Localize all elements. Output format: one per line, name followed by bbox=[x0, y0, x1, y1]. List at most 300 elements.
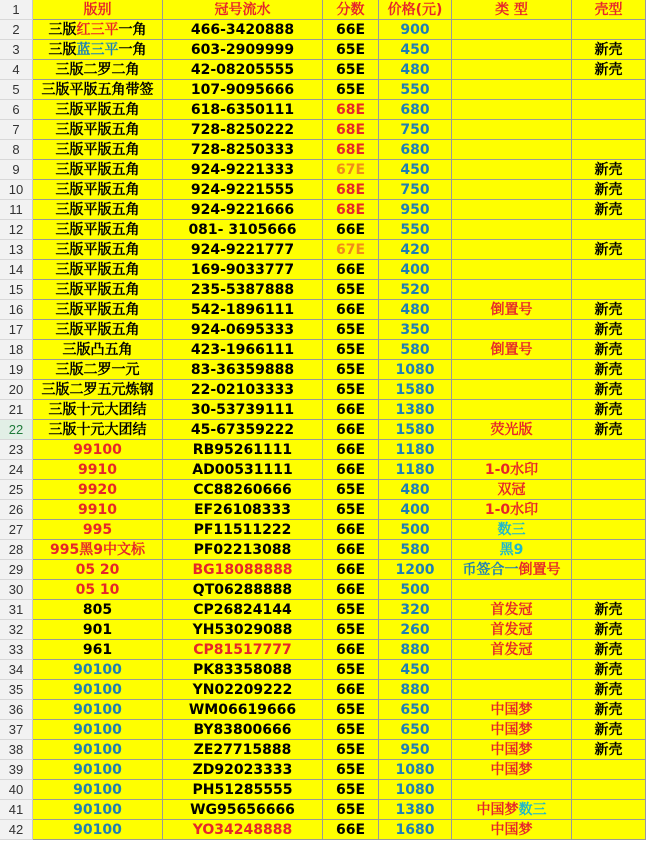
cell-type[interactable] bbox=[452, 600, 572, 620]
cell-grade[interactable]: 65E bbox=[323, 60, 379, 80]
cell-edition[interactable] bbox=[33, 340, 163, 360]
cell-shell[interactable]: 新壳 bbox=[572, 680, 646, 700]
cell-shell[interactable] bbox=[572, 520, 646, 540]
cell-edition[interactable] bbox=[33, 540, 163, 560]
cell-type[interactable] bbox=[452, 300, 572, 320]
cell-price[interactable]: 1580 bbox=[379, 420, 452, 440]
cell-shell[interactable]: 新壳 bbox=[572, 200, 646, 220]
cell-grade[interactable]: 65E bbox=[323, 380, 379, 400]
cell-type[interactable] bbox=[452, 120, 572, 140]
cell-serial[interactable]: 235-5387888 bbox=[163, 280, 323, 300]
cell-grade[interactable]: 65E bbox=[323, 700, 379, 720]
cell-grade[interactable]: 65E bbox=[323, 500, 379, 520]
cell-edition[interactable] bbox=[33, 420, 163, 440]
cell-edition[interactable] bbox=[33, 60, 163, 80]
cell-price[interactable]: 520 bbox=[379, 280, 452, 300]
cell-shell[interactable] bbox=[572, 140, 646, 160]
cell-shell[interactable] bbox=[572, 540, 646, 560]
header-serial[interactable]: 冠号流水 bbox=[163, 0, 323, 20]
cell-grade[interactable]: 65E bbox=[323, 720, 379, 740]
cell-shell[interactable] bbox=[572, 440, 646, 460]
cell-serial[interactable]: PK83358088 bbox=[163, 660, 323, 680]
cell-price[interactable]: 450 bbox=[379, 40, 452, 60]
cell-serial[interactable]: 42-08205555 bbox=[163, 60, 323, 80]
row-number[interactable]: 36 bbox=[0, 700, 33, 720]
row-number[interactable]: 17 bbox=[0, 320, 33, 340]
row-number[interactable]: 29 bbox=[0, 560, 33, 580]
cell-price[interactable]: 950 bbox=[379, 200, 452, 220]
cell-grade[interactable]: 68E bbox=[323, 100, 379, 120]
cell-serial[interactable]: 169-9033777 bbox=[163, 260, 323, 280]
cell-edition[interactable] bbox=[33, 260, 163, 280]
cell-serial[interactable]: 081- 3105666 bbox=[163, 220, 323, 240]
cell-type[interactable] bbox=[452, 700, 572, 720]
cell-edition[interactable] bbox=[33, 120, 163, 140]
cell-edition-text: 90100 bbox=[73, 822, 122, 838]
cell-shell[interactable] bbox=[572, 220, 646, 240]
cell-type[interactable] bbox=[452, 360, 572, 380]
cell-price[interactable]: 480 bbox=[379, 300, 452, 320]
cell-edition[interactable] bbox=[33, 100, 163, 120]
cell-serial[interactable]: 30-53739111 bbox=[163, 400, 323, 420]
cell-price[interactable]: 950 bbox=[379, 740, 452, 760]
cell-serial[interactable]: YH53029088 bbox=[163, 620, 323, 640]
cell-serial[interactable]: 728-8250222 bbox=[163, 120, 323, 140]
cell-serial[interactable]: PH51285555 bbox=[163, 780, 323, 800]
cell-type[interactable] bbox=[452, 540, 572, 560]
cell-grade[interactable]: 65E bbox=[323, 740, 379, 760]
cell-shell[interactable]: 新壳 bbox=[572, 300, 646, 320]
cell-shell[interactable] bbox=[572, 120, 646, 140]
cell-type[interactable] bbox=[452, 740, 572, 760]
cell-serial[interactable]: 45-67359222 bbox=[163, 420, 323, 440]
cell-price[interactable]: 1380 bbox=[379, 800, 452, 820]
cell-price[interactable]: 650 bbox=[379, 720, 452, 740]
row-number[interactable]: 22 bbox=[0, 420, 33, 440]
cell-type[interactable] bbox=[452, 580, 572, 600]
row-number[interactable]: 6 bbox=[0, 100, 33, 120]
cell-grade[interactable]: 67E bbox=[323, 240, 379, 260]
cell-price[interactable]: 1180 bbox=[379, 460, 452, 480]
row-number[interactable]: 30 bbox=[0, 580, 33, 600]
row-number[interactable]: 18 bbox=[0, 340, 33, 360]
header-type[interactable]: 类 型 bbox=[452, 0, 572, 20]
cell-grade[interactable]: 65E bbox=[323, 760, 379, 780]
cell-price[interactable]: 1680 bbox=[379, 820, 452, 840]
cell-shell[interactable] bbox=[572, 760, 646, 780]
cell-edition[interactable] bbox=[33, 600, 163, 620]
row-number[interactable]: 4 bbox=[0, 60, 33, 80]
cell-edition[interactable] bbox=[33, 360, 163, 380]
cell-price[interactable]: 400 bbox=[379, 260, 452, 280]
cell-price[interactable]: 320 bbox=[379, 600, 452, 620]
row-number[interactable]: 1 bbox=[0, 0, 33, 20]
cell-type[interactable] bbox=[452, 100, 572, 120]
cell-edition-text: 9910 bbox=[78, 502, 117, 518]
cell-price[interactable]: 1200 bbox=[379, 560, 452, 580]
row-number[interactable]: 32 bbox=[0, 620, 33, 640]
cell-serial[interactable]: CC88260666 bbox=[163, 480, 323, 500]
cell-shell[interactable] bbox=[572, 80, 646, 100]
cell-serial[interactable]: 924-9221666 bbox=[163, 200, 323, 220]
cell-serial[interactable]: WM06619666 bbox=[163, 700, 323, 720]
row-number[interactable]: 19 bbox=[0, 360, 33, 380]
row-number[interactable]: 35 bbox=[0, 680, 33, 700]
cell-serial[interactable]: PF02213088 bbox=[163, 540, 323, 560]
cell-edition[interactable] bbox=[33, 800, 163, 820]
cell-type[interactable] bbox=[452, 220, 572, 240]
cell-price[interactable]: 880 bbox=[379, 640, 452, 660]
cell-edition[interactable] bbox=[33, 180, 163, 200]
row-number[interactable]: 23 bbox=[0, 440, 33, 460]
cell-price[interactable]: 500 bbox=[379, 580, 452, 600]
cell-serial[interactable]: 924-9221333 bbox=[163, 160, 323, 180]
cell-grade[interactable]: 66E bbox=[323, 300, 379, 320]
cell-serial[interactable]: 466-3420888 bbox=[163, 20, 323, 40]
cell-price[interactable]: 500 bbox=[379, 520, 452, 540]
cell-price[interactable]: 400 bbox=[379, 500, 452, 520]
cell-grade[interactable]: 65E bbox=[323, 480, 379, 500]
cell-serial[interactable]: WG95656666 bbox=[163, 800, 323, 820]
cell-serial[interactable]: 603-2909999 bbox=[163, 40, 323, 60]
cell-grade[interactable]: 65E bbox=[323, 780, 379, 800]
cell-shell[interactable]: 新壳 bbox=[572, 40, 646, 60]
cell-shell[interactable]: 新壳 bbox=[572, 660, 646, 680]
cell-serial[interactable]: 83-36359888 bbox=[163, 360, 323, 380]
cell-shell[interactable] bbox=[572, 260, 646, 280]
row-number[interactable]: 33 bbox=[0, 640, 33, 660]
cell-price[interactable]: 880 bbox=[379, 680, 452, 700]
cell-edition[interactable] bbox=[33, 680, 163, 700]
cell-shell[interactable]: 新壳 bbox=[572, 180, 646, 200]
row-number[interactable]: 16 bbox=[0, 300, 33, 320]
cell-edition[interactable] bbox=[33, 460, 163, 480]
cell-grade[interactable]: 66E bbox=[323, 260, 379, 280]
row-number[interactable]: 21 bbox=[0, 400, 33, 420]
row-number[interactable]: 14 bbox=[0, 260, 33, 280]
cell-serial[interactable]: YN02209222 bbox=[163, 680, 323, 700]
row-number[interactable]: 8 bbox=[0, 140, 33, 160]
cell-price[interactable]: 350 bbox=[379, 320, 452, 340]
cell-type[interactable] bbox=[452, 20, 572, 40]
cell-price[interactable]: 1380 bbox=[379, 400, 452, 420]
cell-price[interactable]: 900 bbox=[379, 20, 452, 40]
cell-shell[interactable]: 新壳 bbox=[572, 720, 646, 740]
cell-grade[interactable]: 65E bbox=[323, 340, 379, 360]
cell-price[interactable]: 550 bbox=[379, 80, 452, 100]
cell-serial[interactable]: 728-8250333 bbox=[163, 140, 323, 160]
cell-type[interactable] bbox=[452, 40, 572, 60]
cell-type[interactable] bbox=[452, 420, 572, 440]
cell-grade[interactable]: 66E bbox=[323, 580, 379, 600]
cell-shell[interactable]: 新壳 bbox=[572, 340, 646, 360]
cell-edition[interactable] bbox=[33, 380, 163, 400]
cell-edition[interactable] bbox=[33, 240, 163, 260]
cell-edition[interactable] bbox=[33, 80, 163, 100]
cell-shell[interactable] bbox=[572, 800, 646, 820]
cell-type[interactable] bbox=[452, 260, 572, 280]
cell-shell[interactable] bbox=[572, 780, 646, 800]
cell-edition[interactable] bbox=[33, 520, 163, 540]
cell-type[interactable] bbox=[452, 440, 572, 460]
cell-price[interactable]: 750 bbox=[379, 120, 452, 140]
cell-shell[interactable]: 新壳 bbox=[572, 700, 646, 720]
cell-grade[interactable]: 66E bbox=[323, 400, 379, 420]
cell-price[interactable]: 650 bbox=[379, 700, 452, 720]
cell-edition[interactable] bbox=[33, 280, 163, 300]
cell-grade[interactable]: 66E bbox=[323, 680, 379, 700]
cell-edition[interactable] bbox=[33, 320, 163, 340]
cell-serial[interactable]: 924-9221777 bbox=[163, 240, 323, 260]
cell-type[interactable] bbox=[452, 240, 572, 260]
row-number[interactable]: 40 bbox=[0, 780, 33, 800]
row-number[interactable]: 41 bbox=[0, 800, 33, 820]
cell-edition[interactable] bbox=[33, 640, 163, 660]
cell-price[interactable]: 550 bbox=[379, 220, 452, 240]
cell-edition[interactable] bbox=[33, 20, 163, 40]
cell-shell[interactable] bbox=[572, 580, 646, 600]
cell-type[interactable] bbox=[452, 400, 572, 420]
cell-grade[interactable]: 68E bbox=[323, 200, 379, 220]
cell-price[interactable]: 680 bbox=[379, 140, 452, 160]
cell-edition[interactable] bbox=[33, 740, 163, 760]
header-grade[interactable]: 分数 bbox=[323, 0, 379, 20]
cell-grade[interactable]: 65E bbox=[323, 620, 379, 640]
cell-shell[interactable]: 新壳 bbox=[572, 240, 646, 260]
cell-price[interactable]: 580 bbox=[379, 540, 452, 560]
cell-shell[interactable]: 新壳 bbox=[572, 360, 646, 380]
cell-grade[interactable]: 65E bbox=[323, 280, 379, 300]
cell-type[interactable] bbox=[452, 160, 572, 180]
cell-price[interactable]: 450 bbox=[379, 660, 452, 680]
row-number[interactable]: 34 bbox=[0, 660, 33, 680]
cell-type[interactable] bbox=[452, 460, 572, 480]
cell-serial[interactable]: ZD92023333 bbox=[163, 760, 323, 780]
cell-grade[interactable]: 65E bbox=[323, 360, 379, 380]
cell-shell[interactable]: 新壳 bbox=[572, 420, 646, 440]
row-number[interactable]: 10 bbox=[0, 180, 33, 200]
cell-type[interactable] bbox=[452, 640, 572, 660]
cell-price[interactable]: 420 bbox=[379, 240, 452, 260]
cell-price[interactable]: 450 bbox=[379, 160, 452, 180]
cell-type[interactable] bbox=[452, 200, 572, 220]
cell-serial[interactable]: 22-02103333 bbox=[163, 380, 323, 400]
row-number[interactable]: 38 bbox=[0, 740, 33, 760]
header-price[interactable]: 价格(元) bbox=[379, 0, 452, 20]
cell-serial[interactable]: BY83800666 bbox=[163, 720, 323, 740]
cell-type[interactable] bbox=[452, 320, 572, 340]
table-row bbox=[0, 160, 648, 180]
cell-price[interactable]: 260 bbox=[379, 620, 452, 640]
cell-edition[interactable] bbox=[33, 760, 163, 780]
cell-edition[interactable] bbox=[33, 480, 163, 500]
row-number[interactable]: 27 bbox=[0, 520, 33, 540]
row-number[interactable]: 2 bbox=[0, 20, 33, 40]
cell-shell[interactable] bbox=[572, 20, 646, 40]
cell-edition[interactable] bbox=[33, 140, 163, 160]
row-number[interactable]: 39 bbox=[0, 760, 33, 780]
cell-edition[interactable] bbox=[33, 160, 163, 180]
cell-price[interactable]: 580 bbox=[379, 340, 452, 360]
cell-shell[interactable]: 新壳 bbox=[572, 60, 646, 80]
cell-grade[interactable]: 68E bbox=[323, 120, 379, 140]
row-number[interactable]: 28 bbox=[0, 540, 33, 560]
cell-price[interactable]: 1180 bbox=[379, 440, 452, 460]
cell-edition[interactable] bbox=[33, 620, 163, 640]
cell-shell[interactable]: 新壳 bbox=[572, 320, 646, 340]
cell-type[interactable] bbox=[452, 660, 572, 680]
cell-edition[interactable] bbox=[33, 300, 163, 320]
cell-edition[interactable] bbox=[33, 200, 163, 220]
table-row bbox=[0, 140, 648, 160]
row-number[interactable]: 9 bbox=[0, 160, 33, 180]
cell-shell[interactable] bbox=[572, 460, 646, 480]
cell-grade[interactable]: 68E bbox=[323, 180, 379, 200]
header-shell[interactable]: 壳型 bbox=[572, 0, 646, 20]
cell-shell[interactable] bbox=[572, 500, 646, 520]
cell-shell[interactable]: 新壳 bbox=[572, 380, 646, 400]
cell-grade[interactable]: 66E bbox=[323, 540, 379, 560]
cell-type[interactable] bbox=[452, 480, 572, 500]
cell-edition[interactable] bbox=[33, 560, 163, 580]
cell-type[interactable] bbox=[452, 820, 572, 840]
cell-grade[interactable]: 65E bbox=[323, 320, 379, 340]
cell-type[interactable] bbox=[452, 500, 572, 520]
cell-price[interactable]: 1580 bbox=[379, 380, 452, 400]
cell-shell[interactable] bbox=[572, 100, 646, 120]
cell-price[interactable]: 1080 bbox=[379, 780, 452, 800]
cell-shell[interactable]: 新壳 bbox=[572, 740, 646, 760]
cell-price[interactable]: 1080 bbox=[379, 360, 452, 380]
cell-edition[interactable] bbox=[33, 40, 163, 60]
cell-shell[interactable]: 新壳 bbox=[572, 160, 646, 180]
cell-serial[interactable]: QT06288888 bbox=[163, 580, 323, 600]
cell-grade[interactable]: 65E bbox=[323, 800, 379, 820]
cell-edition[interactable] bbox=[33, 500, 163, 520]
cell-edition[interactable] bbox=[33, 720, 163, 740]
cell-shell[interactable]: 新壳 bbox=[572, 620, 646, 640]
row-number[interactable]: 12 bbox=[0, 220, 33, 240]
cell-price[interactable]: 750 bbox=[379, 180, 452, 200]
cell-type[interactable] bbox=[452, 760, 572, 780]
cell-grade[interactable]: 66E bbox=[323, 440, 379, 460]
cell-serial[interactable]: BG18088888 bbox=[163, 560, 323, 580]
cell-grade[interactable]: 66E bbox=[323, 520, 379, 540]
cell-type[interactable] bbox=[452, 380, 572, 400]
cell-serial[interactable]: CP26824144 bbox=[163, 600, 323, 620]
cell-serial[interactable]: CP81517777 bbox=[163, 640, 323, 660]
cell-type[interactable] bbox=[452, 340, 572, 360]
cell-type[interactable] bbox=[452, 780, 572, 800]
cell-serial[interactable]: PF11511222 bbox=[163, 520, 323, 540]
cell-type[interactable] bbox=[452, 560, 572, 580]
row-number[interactable]: 24 bbox=[0, 460, 33, 480]
table-row bbox=[0, 400, 648, 420]
cell-grade[interactable]: 66E bbox=[323, 420, 379, 440]
cell-type[interactable] bbox=[452, 800, 572, 820]
cell-serial[interactable]: YO34248888 bbox=[163, 820, 323, 840]
cell-grade[interactable]: 65E bbox=[323, 80, 379, 100]
cell-price[interactable]: 1080 bbox=[379, 760, 452, 780]
cell-grade[interactable]: 66E bbox=[323, 820, 379, 840]
row-number[interactable]: 25 bbox=[0, 480, 33, 500]
row-number[interactable]: 5 bbox=[0, 80, 33, 100]
header-edition[interactable]: 版别 bbox=[33, 0, 163, 20]
cell-serial[interactable]: EF26108333 bbox=[163, 500, 323, 520]
cell-edition[interactable] bbox=[33, 660, 163, 680]
cell-grade[interactable]: 66E bbox=[323, 560, 379, 580]
cell-shell[interactable] bbox=[572, 820, 646, 840]
cell-edition[interactable] bbox=[33, 220, 163, 240]
cell-grade[interactable]: 65E bbox=[323, 600, 379, 620]
cell-type[interactable] bbox=[452, 60, 572, 80]
cell-edition-text: 三版平版五角 bbox=[55, 182, 140, 198]
cell-edition[interactable] bbox=[33, 780, 163, 800]
cell-serial[interactable]: ZE27715888 bbox=[163, 740, 323, 760]
cell-serial[interactable]: 924-0695333 bbox=[163, 320, 323, 340]
cell-type[interactable] bbox=[452, 140, 572, 160]
cell-shell[interactable]: 新壳 bbox=[572, 600, 646, 620]
cell-grade[interactable]: 66E bbox=[323, 220, 379, 240]
cell-price[interactable]: 480 bbox=[379, 480, 452, 500]
cell-shell[interactable] bbox=[572, 280, 646, 300]
cell-type[interactable] bbox=[452, 80, 572, 100]
cell-serial[interactable]: 542-1896111 bbox=[163, 300, 323, 320]
row-number[interactable]: 15 bbox=[0, 280, 33, 300]
cell-edition[interactable] bbox=[33, 400, 163, 420]
cell-price[interactable]: 480 bbox=[379, 60, 452, 80]
row-number[interactable]: 37 bbox=[0, 720, 33, 740]
cell-shell[interactable] bbox=[572, 560, 646, 580]
cell-shell[interactable] bbox=[572, 480, 646, 500]
row-number[interactable]: 42 bbox=[0, 820, 33, 840]
cell-shell[interactable]: 新壳 bbox=[572, 640, 646, 660]
cell-grade[interactable]: 66E bbox=[323, 640, 379, 660]
cell-grade[interactable]: 65E bbox=[323, 660, 379, 680]
cell-serial[interactable]: RB95261111 bbox=[163, 440, 323, 460]
cell-serial[interactable]: 107-9095666 bbox=[163, 80, 323, 100]
cell-edition[interactable] bbox=[33, 580, 163, 600]
cell-edition[interactable] bbox=[33, 820, 163, 840]
cell-edition[interactable] bbox=[33, 440, 163, 460]
row-number[interactable]: 7 bbox=[0, 120, 33, 140]
cell-grade[interactable]: 68E bbox=[323, 140, 379, 160]
cell-type[interactable] bbox=[452, 280, 572, 300]
cell-type[interactable] bbox=[452, 520, 572, 540]
cell-serial[interactable]: 924-9221555 bbox=[163, 180, 323, 200]
cell-grade[interactable]: 66E bbox=[323, 20, 379, 40]
cell-type[interactable] bbox=[452, 680, 572, 700]
row-number[interactable]: 13 bbox=[0, 240, 33, 260]
cell-serial[interactable]: AD00531111 bbox=[163, 460, 323, 480]
cell-type[interactable] bbox=[452, 720, 572, 740]
row-number[interactable]: 3 bbox=[0, 40, 33, 60]
row-number[interactable]: 31 bbox=[0, 600, 33, 620]
cell-serial[interactable]: 423-1966111 bbox=[163, 340, 323, 360]
cell-grade[interactable]: 67E bbox=[323, 160, 379, 180]
cell-type[interactable] bbox=[452, 180, 572, 200]
cell-shell[interactable]: 新壳 bbox=[572, 400, 646, 420]
row-number[interactable]: 20 bbox=[0, 380, 33, 400]
cell-type[interactable] bbox=[452, 620, 572, 640]
cell-price[interactable]: 680 bbox=[379, 100, 452, 120]
row-number[interactable]: 11 bbox=[0, 200, 33, 220]
cell-grade[interactable]: 65E bbox=[323, 40, 379, 60]
row-number[interactable]: 26 bbox=[0, 500, 33, 520]
cell-serial[interactable]: 618-6350111 bbox=[163, 100, 323, 120]
cell-edition[interactable] bbox=[33, 700, 163, 720]
cell-grade[interactable]: 66E bbox=[323, 460, 379, 480]
